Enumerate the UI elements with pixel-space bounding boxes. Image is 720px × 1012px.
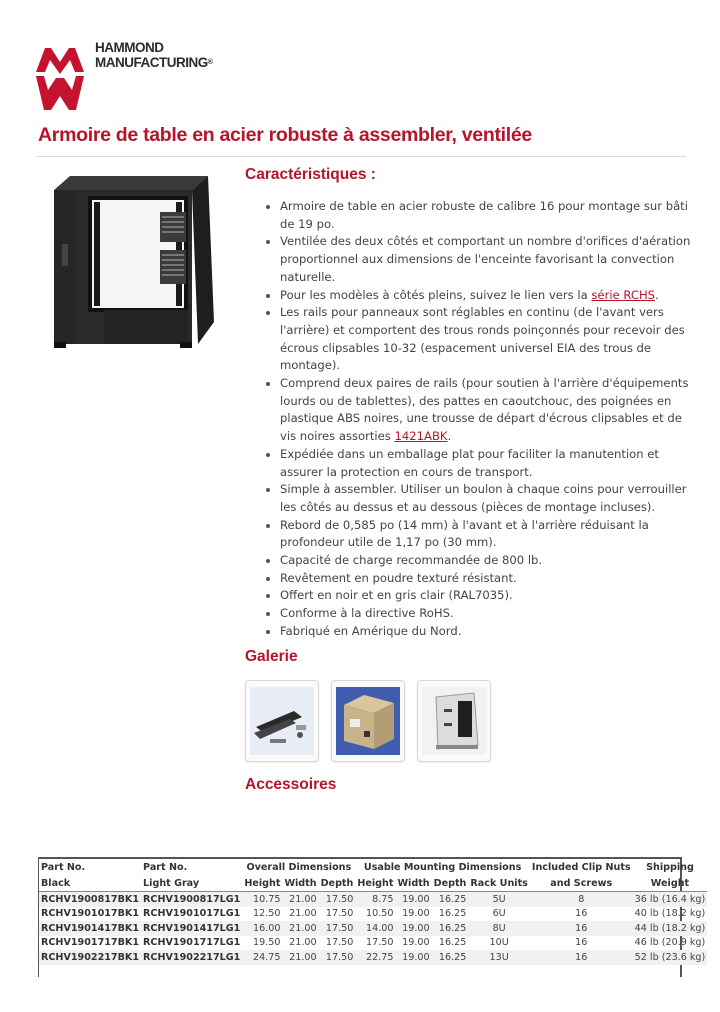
cell-part-no-black: RCHV1901017BK1 bbox=[41, 908, 140, 920]
col-overall-width: Width bbox=[282, 875, 318, 892]
accessories-heading: Accessoires bbox=[245, 776, 337, 793]
cell-overall-width: 21.00 bbox=[282, 892, 318, 907]
feature-link[interactable]: 1421ABK bbox=[394, 429, 448, 444]
assembly-image bbox=[422, 687, 486, 755]
gallery-thumb-box[interactable] bbox=[331, 680, 405, 762]
feature-item bbox=[280, 605, 700, 623]
cell-overall-depth: 17.50 bbox=[319, 921, 356, 936]
cell-usable-width: 19.00 bbox=[395, 892, 431, 907]
table-row bbox=[39, 936, 707, 951]
feature-item bbox=[280, 570, 700, 588]
feature-text-end: . bbox=[655, 287, 659, 302]
feature-item bbox=[280, 375, 700, 446]
hammond-logo-icon bbox=[36, 40, 86, 112]
cell-overall-height: 10.75 bbox=[242, 892, 282, 907]
cell-clip-nuts: 16 bbox=[575, 908, 588, 920]
feature-item bbox=[280, 446, 700, 481]
cell-overall-depth: 17.50 bbox=[319, 892, 356, 907]
cell-usable-depth: 16.25 bbox=[432, 921, 469, 936]
cell-overall-width: 21.00 bbox=[282, 921, 318, 936]
cell-clip-nuts: 16 bbox=[530, 950, 633, 965]
cell-shipping-weight: 46 lb (20.9 kg) bbox=[634, 937, 706, 949]
cell-shipping-weight: 44 lb (18.2 kg) bbox=[634, 922, 706, 934]
cell-usable-depth: 16.25 bbox=[438, 908, 467, 920]
gallery-heading: Galerie bbox=[245, 648, 298, 665]
feature-item bbox=[280, 287, 700, 305]
feature-link[interactable]: série RCHS bbox=[591, 287, 656, 302]
spec-table bbox=[39, 859, 707, 965]
registered-mark: ® bbox=[207, 59, 213, 66]
cell-shipping-weight: 40 lb (18.2 kg) bbox=[634, 908, 706, 920]
feature-text: Pour les modèles à côtés pleins, suivez le lien vers la bbox=[280, 287, 592, 302]
cell-overall-height: 16.00 bbox=[242, 921, 282, 936]
features-list bbox=[263, 198, 700, 641]
col-black: Black bbox=[39, 875, 141, 892]
col-usable-width: Width bbox=[395, 875, 431, 892]
feature-text: Comprend deux paires de rails (pour soutien à l'arrière d'équipements lourds ou de tablettes), des pattes en caoutchouc, des poignées en plastique ABS noires, une trousse de départ d'écrous clipsables et de vis noires assorties bbox=[280, 376, 689, 444]
cell-part-no-black: RCHV1901717BK1 bbox=[41, 937, 140, 949]
cell-part-no-black: RCHV1902217BK1 bbox=[41, 951, 140, 963]
cell-shipping-weight: 52 lb (23.6 kg) bbox=[634, 951, 706, 963]
product-image bbox=[48, 172, 228, 354]
cell-usable-height: 8.75 bbox=[355, 892, 395, 907]
col-overall-dimensions: Overall Dimensions bbox=[246, 861, 352, 873]
col-overall-height: Height bbox=[242, 875, 282, 892]
cell-clip-nuts: 8 bbox=[530, 892, 633, 907]
cell-overall-width: 21.00 bbox=[289, 937, 317, 949]
col-rack-units: Rack Units bbox=[468, 875, 529, 892]
feature-text-end: . bbox=[447, 429, 452, 444]
cell-overall-height: 24.75 bbox=[242, 950, 282, 965]
col-weight: Weight bbox=[633, 875, 708, 892]
feature-item bbox=[280, 481, 700, 516]
cell-overall-depth: 17.50 bbox=[319, 950, 356, 965]
feature-text: Simple à assembler. Utiliser un boulon à chaque coins pour verrouiller les côtés au dessus et au dessous (pièces de montage incluses). bbox=[280, 482, 687, 514]
shipping-box-image bbox=[336, 687, 400, 755]
feature-text: Ventilée des deux côtés et comportant un nombre d'orifices d'aération proportionnel aux dimensions de l'enceinte favorisant la convection naturelle. bbox=[280, 234, 691, 284]
cell-part-no-gray: RCHV1900817LG1 bbox=[141, 892, 242, 907]
feature-item bbox=[280, 304, 700, 375]
cell-rack-units: 5U bbox=[468, 892, 529, 907]
feature-text: Conforme à la directive RoHS. bbox=[280, 606, 454, 621]
col-shipping-top: Shipping bbox=[646, 861, 694, 873]
cell-usable-width: 19.00 bbox=[395, 921, 431, 936]
cell-overall-depth: 17.50 bbox=[325, 908, 354, 920]
table-row bbox=[39, 907, 707, 922]
cell-usable-height: 17.50 bbox=[366, 937, 394, 949]
col-part-no-black-top: Part No. bbox=[41, 861, 86, 873]
cell-overall-height: 19.50 bbox=[252, 937, 281, 949]
feature-item bbox=[280, 517, 700, 552]
cell-usable-depth: 16.25 bbox=[438, 937, 467, 949]
cell-overall-width: 21.00 bbox=[282, 950, 318, 965]
spec-table-body bbox=[39, 892, 707, 965]
feature-text: Revêtement en poudre texturé résistant. bbox=[280, 570, 517, 585]
feature-text: Offert en noir et en gris clair (RAL7035). bbox=[280, 588, 513, 603]
cell-usable-height: 22.75 bbox=[355, 950, 395, 965]
rails-kit-image bbox=[250, 687, 314, 755]
spec-header-row-2 bbox=[39, 875, 707, 892]
spec-table-container bbox=[38, 857, 706, 977]
cell-part-no-black: RCHV1901417BK1 bbox=[41, 922, 140, 934]
cell-usable-depth: 16.25 bbox=[432, 950, 469, 965]
cell-usable-height: 10.50 bbox=[366, 908, 394, 920]
cell-usable-height: 14.00 bbox=[355, 921, 395, 936]
cell-overall-width: 21.00 bbox=[289, 908, 317, 920]
col-usable-height: Height bbox=[355, 875, 395, 892]
feature-text: Rebord de 0,585 po (14 mm) à l'avant et à l'arrière réduisant la profondeur utile de 1,17 po (30 mm). bbox=[280, 517, 649, 550]
col-usable-depth: Depth bbox=[432, 875, 469, 892]
cell-overall-depth: 17.50 bbox=[325, 937, 354, 949]
feature-item bbox=[280, 623, 700, 641]
cell-clip-nuts: 16 bbox=[575, 937, 588, 949]
cell-rack-units: 10U bbox=[489, 937, 509, 949]
col-overall-depth: Depth bbox=[319, 875, 356, 892]
gallery-thumb-assembly[interactable] bbox=[417, 680, 491, 762]
feature-text: Les rails pour panneaux sont réglables en continu (de l'avant vers l'arrière) et comportent des trous ronds poinçonnés pour recevoir des écrous clipsables 10-32 (espacement universel EIA des trous de montage). bbox=[280, 305, 685, 373]
col-usable-dimensions: Usable Mounting Dimensions bbox=[363, 861, 522, 873]
feature-item bbox=[280, 587, 700, 605]
cell-overall-height: 12.50 bbox=[252, 908, 281, 920]
gallery-thumb-accessories[interactable] bbox=[245, 680, 319, 762]
table-row bbox=[39, 892, 707, 907]
cell-part-no-black: RCHV1900817BK1 bbox=[39, 892, 141, 907]
cell-usable-width: 19.00 bbox=[395, 950, 431, 965]
feature-text: Fabriqué en Amérique du Nord. bbox=[280, 623, 462, 638]
title-divider bbox=[36, 156, 686, 157]
cell-part-no-gray: RCHV1901417LG1 bbox=[143, 922, 241, 934]
cell-rack-units: 13U bbox=[468, 950, 529, 965]
gallery bbox=[245, 680, 505, 762]
spec-header-row-1 bbox=[39, 859, 707, 875]
cell-part-no-gray: RCHV1901717LG1 bbox=[143, 937, 241, 949]
brand-line2: MANUFACTURING bbox=[95, 55, 208, 70]
brand-wordmark bbox=[95, 40, 212, 70]
features-heading: Caractéristiques : bbox=[245, 166, 376, 183]
col-light-gray: Light Gray bbox=[141, 875, 242, 892]
feature-item bbox=[280, 198, 700, 233]
cell-part-no-gray: RCHV1902217LG1 bbox=[143, 951, 241, 963]
cell-clip-nuts: 16 bbox=[530, 921, 633, 936]
cell-usable-width: 19.00 bbox=[402, 908, 430, 920]
feature-text: Capacité de charge recommandée de 800 lb. bbox=[280, 553, 543, 568]
feature-item bbox=[280, 552, 700, 570]
cell-rack-units: 8U bbox=[468, 921, 529, 936]
cell-usable-depth: 16.25 bbox=[432, 892, 469, 907]
cell-usable-width: 19.00 bbox=[402, 937, 430, 949]
cell-rack-units: 6U bbox=[492, 908, 506, 920]
feature-text: Armoire de table en acier robuste de calibre 16 pour montage sur bâti de 19 po. bbox=[280, 199, 688, 231]
cell-shipping-weight: 36 lb (16.4 kg) bbox=[633, 892, 708, 907]
col-clip-nuts-top: Included Clip Nuts bbox=[531, 861, 631, 873]
brand-logo bbox=[36, 40, 236, 112]
table-row bbox=[39, 950, 707, 965]
feature-text: Expédiée dans un emballage plat pour faciliter la manutention et assurer la protection en cours de transport. bbox=[280, 446, 659, 479]
cell-part-no-gray: RCHV1901017LG1 bbox=[143, 908, 241, 920]
col-part-no-gray-top: Part No. bbox=[143, 861, 188, 873]
brand-line1: HAMMOND bbox=[95, 40, 164, 55]
feature-item bbox=[280, 233, 700, 286]
table-row bbox=[39, 921, 707, 936]
page-title: Armoire de table en acier robuste à assembler, ventilée bbox=[38, 124, 532, 146]
col-screws: and Screws bbox=[530, 875, 633, 892]
